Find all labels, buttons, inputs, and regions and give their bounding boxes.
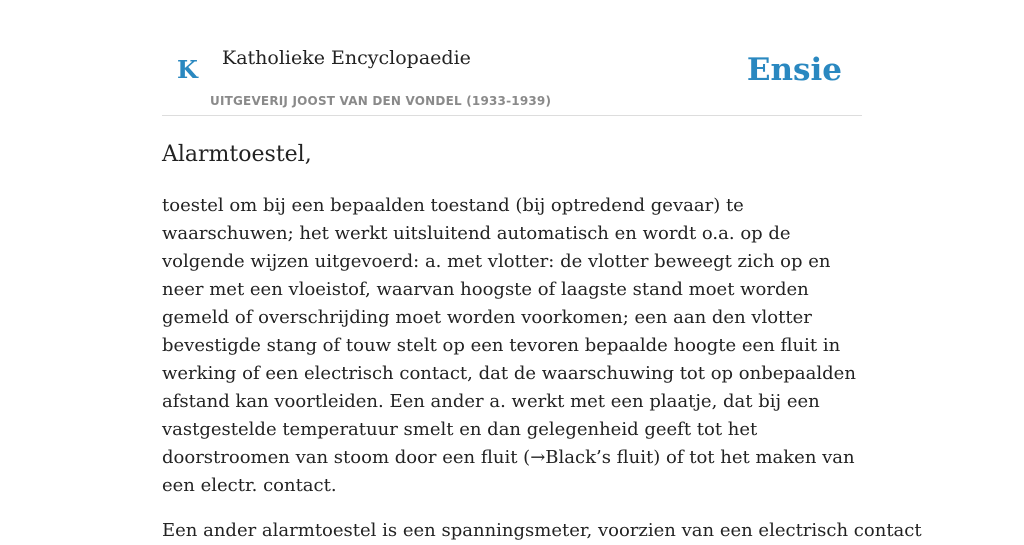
book-title[interactable]: Katholieke Encyclopaedie <box>222 47 471 69</box>
article-paragraph: toestel om bij een bepaalden toestand (bij optredend gevaar) te waarschuwen; het werkt uitsluitend automatisch en wordt o.a. op de volgende wijzen uitgevoerd: a. met vlotter: de vlotter beweegt zich op en neer met een vloeistof, waarvan hoogste of laagste stand moet worden gemeld of overschrijding moet worden voorkomen; een aan den vlotter bevestigde stang of touw stelt op een tevoren bepaalde hoogte een fluit in werking of een electrisch contact, dat de waarschuwing tot op onbepaalden afstand kan voortleiden. Een ander a. werkt met een plaatje, dat bij een vastgestelde temperatuur smelt en dan gelegenheid geeft tot het doorstroomen van stoom door een fluit (→Black’s fluit) of tot het maken van een electr. contact. <box>162 195 856 496</box>
brand-logo[interactable]: Ensie <box>746 52 842 88</box>
site-header <box>162 0 862 116</box>
article-title: Alarmtoestel, <box>162 142 312 167</box>
article-paragraph: Een ander alarmtoestel is een spanningsmeter, voorzien van een electrisch contact <box>162 520 922 541</box>
publisher-label: UITGEVERIJ JOOST VAN DEN VONDEL (1933-1939) <box>210 94 552 108</box>
article <box>162 138 922 545</box>
encyclopedia-logo[interactable]: K <box>177 55 198 84</box>
